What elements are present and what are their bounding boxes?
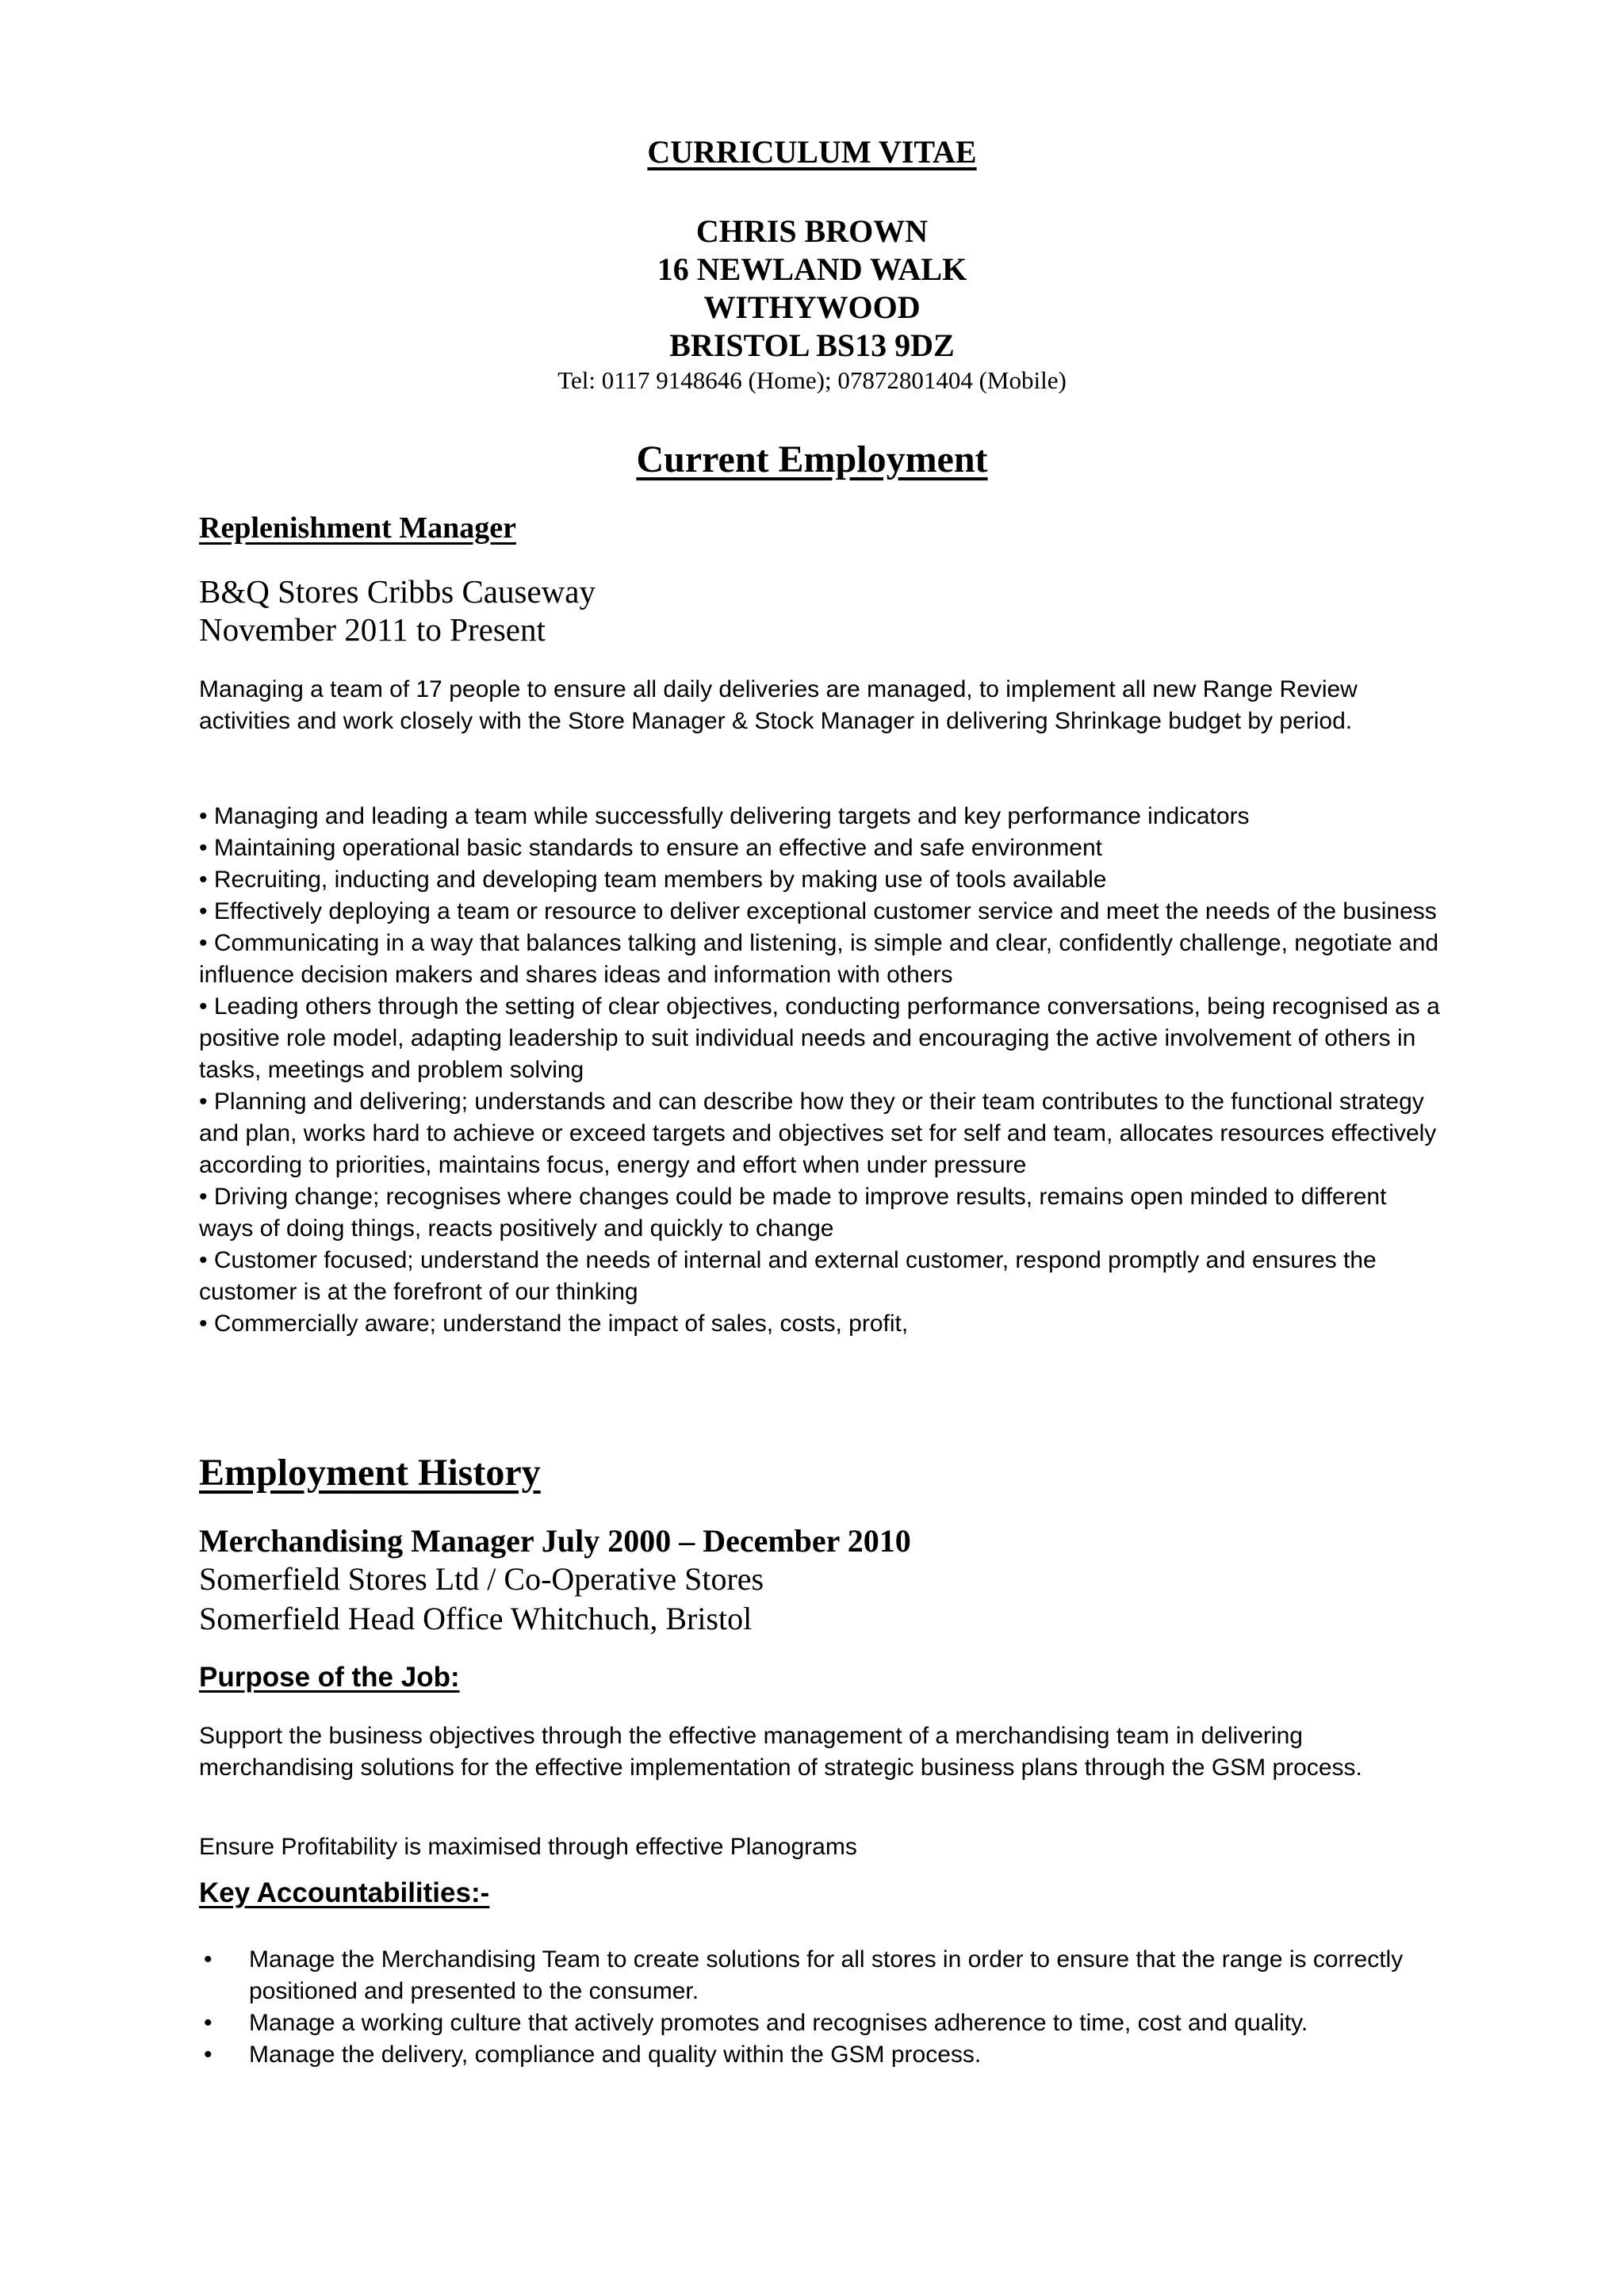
key-accountabilities-heading: Key Accountabilities:- — [199, 1877, 490, 1908]
accountability-item — [199, 1944, 1436, 2007]
history-location: Somerfield Head Office Whitchuch, Bristol — [199, 1601, 753, 1636]
bullet-icon: • — [204, 2042, 213, 2068]
duty-item: • Maintaining operational basic standards to ensure an effective and safe environment — [199, 835, 1102, 861]
address-line-3: BRISTOL BS13 9DZ — [669, 327, 955, 363]
history-job-title: Merchandising Manager July 2000 – December 2010 — [199, 1523, 911, 1559]
duty-item: • Communicating in a way that balances talking and listening, is simple and clear, confidently challenge, negotiate and influence decision makers and shares ideas and information with others — [199, 930, 1439, 988]
current-role-dates: November 2011 to Present — [199, 611, 546, 648]
accountability-text: Manage the delivery, compliance and quality within the GSM process. — [249, 2042, 982, 2068]
profitability-text: Ensure Profitability is maximised through effective Planograms — [199, 1834, 857, 1860]
address-line-1: 16 NEWLAND WALK — [657, 251, 967, 287]
bullet-icon: • — [204, 1946, 213, 1973]
current-duties-list — [199, 801, 1444, 1340]
duty-item: • Effectively deploying a team or resource to deliver exceptional customer service and meet the needs of the business — [199, 898, 1437, 924]
current-employment-heading: Current Employment — [636, 438, 988, 480]
accountability-item — [199, 2039, 1436, 2071]
bullet-icon: • — [204, 2010, 213, 2036]
history-employer: Somerfield Stores Ltd / Co-Operative Stores — [199, 1561, 764, 1597]
duty-item: • Managing and leading a team while successfully delivering targets and key performance indicators — [199, 803, 1250, 829]
accountability-text: Manage a working culture that actively promotes and recognises adherence to time, cost and quality. — [249, 2010, 1308, 2036]
duty-item: • Commercially aware; understand the impact of sales, costs, profit, — [199, 1311, 909, 1337]
purpose-heading: Purpose of the Job: — [199, 1662, 460, 1693]
accountabilities-list — [199, 1944, 1436, 2071]
purpose-text: Support the business objectives through the effective management of a merchandising team in delivering merchandising solutions for the effective implementation of strategic business plans through the GSM process. — [199, 1723, 1362, 1781]
duty-item: • Leading others through the setting of clear objectives, conducting performance conversations, being recognised as a positive role model, adapting leadership to suit individual needs and encouraging the active involvement of others in tasks, meetings and problem solving — [199, 993, 1440, 1083]
current-role-title: Replenishment Manager — [199, 511, 517, 545]
accountability-item — [199, 2007, 1436, 2039]
candidate-name: CHRIS BROWN — [695, 213, 929, 249]
duty-item: • Recruiting, inducting and developing team members by making use of tools available — [199, 867, 1107, 893]
accountability-text: Manage the Merchandising Team to create solutions for all stores in order to ensure that the range is correctly positioned and presented to the consumer. — [249, 1946, 1404, 2004]
address-line-2: WITHYWOOD — [703, 289, 921, 325]
current-employer: B&Q Stores Cribbs Causeway — [199, 573, 596, 610]
duty-item: • Driving change; recognises where changes could be made to improve results, remains open minded to different ways of doing things, reacts positively and quickly to change — [199, 1184, 1387, 1242]
duty-item: • Customer focused; understand the needs of internal and external customer, respond promptly and ensures the customer is at the forefront of our thinking — [199, 1247, 1377, 1305]
employment-history-heading: Employment History — [199, 1452, 541, 1494]
duty-item: • Planning and delivering; understands and can describe how they or their team contributes to the functional strategy and plan, works hard to achieve or exceed targets and objectives set for self and team, allocates resources effectively according to priorities, maintains focus, energy and effort when under pressure — [199, 1089, 1437, 1178]
current-role-summary: Managing a team of 17 people to ensure all daily deliveries are managed, to implement all new Range Review activities and work closely with the Store Manager & Stock Manager in delivering Shrinkage budget by period. — [199, 676, 1358, 734]
document-title: CURRICULUM VITAE — [647, 134, 977, 170]
telephone-line: Tel: 0117 9148646 (Home); 07872801404 (Mobile) — [557, 366, 1067, 394]
